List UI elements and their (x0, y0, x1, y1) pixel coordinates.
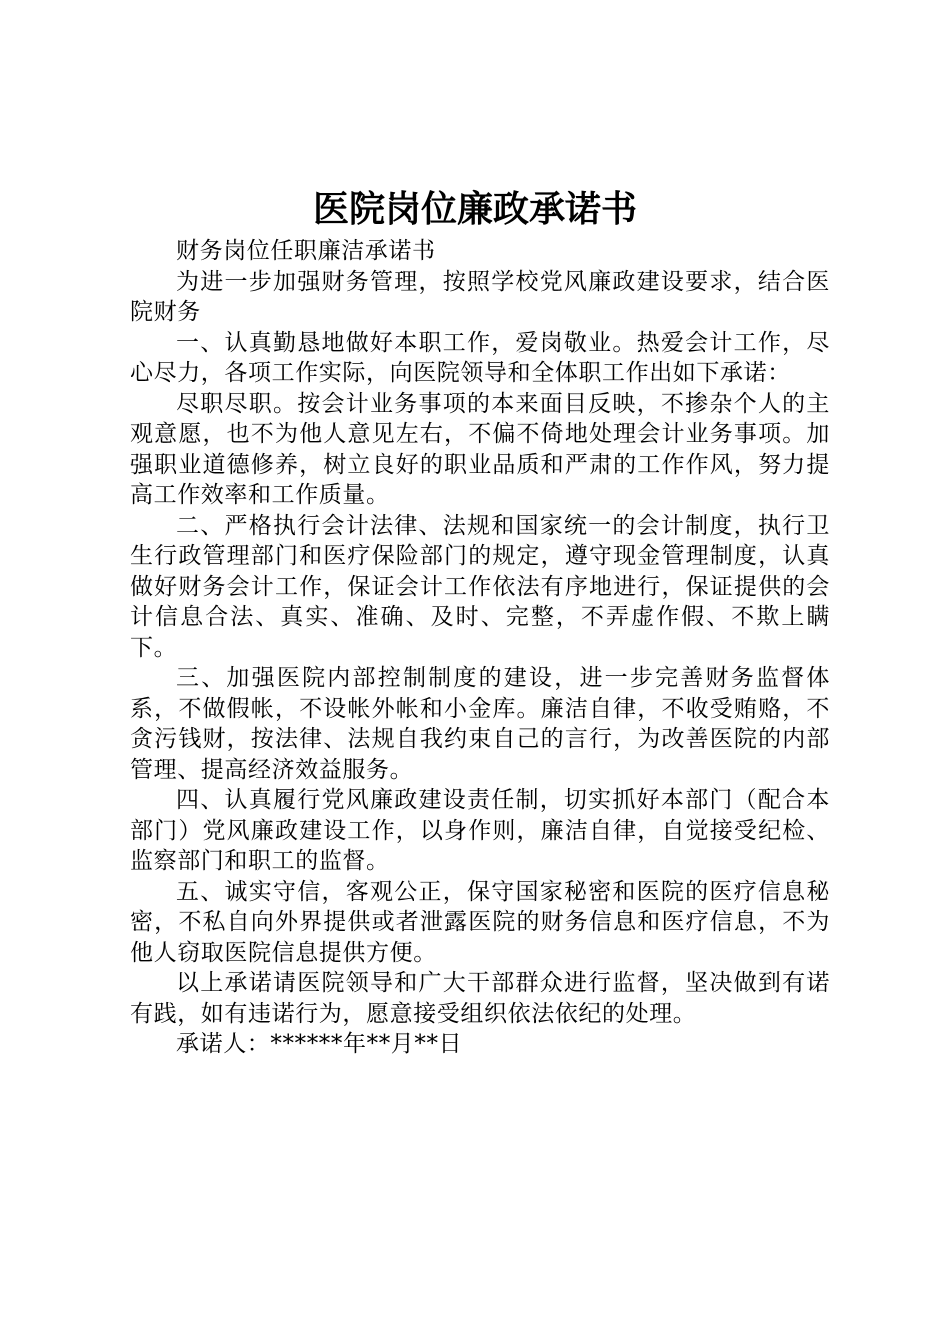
document-body (130, 236, 830, 1060)
commitment-paragraph-1: 一、认真勤恳地做好本职工作，爱岗敬业。热爱会计工作，尽心尽力，各项工作实际，向医院领导和全体职工作出如下承诺： (130, 329, 830, 386)
subtitle-paragraph: 财务岗位任职廉洁承诺书 (176, 238, 436, 264)
commitment-paragraph-3: 三、加强医院内部控制制度的建设，进一步完善财务监督体系，不做假帐，不设帐外帐和小金库。廉洁自律，不收受贿赂，不贪污钱财，按法律、法规自我约束自己的言行，为改善医院的内部管理、提高经济效益服务。 (130, 665, 830, 783)
commitment-paragraph-1-detail: 尽职尽职。按会计业务事项的本来面目反映，不掺杂个人的主观意愿，也不为他人意见左右，不偏不倚地处理会计业务事项。加强职业道德修养，树立良好的职业品质和严肃的工作作风，努力提高工作效率和工作质量。 (130, 390, 830, 508)
signature-line: 承诺人：******年**月**日 (176, 1031, 463, 1057)
intro-paragraph: 为进一步加强财务管理，按照学校党风廉政建设要求，结合医院财务 (130, 268, 830, 325)
closing-paragraph: 以上承诺请医院领导和广大干部群众进行监督，坚决做到有诺有践，如有违诺行为，愿意接受组织依法依纪的处理。 (130, 970, 830, 1027)
commitment-paragraph-2: 二、严格执行会计法律、法规和国家统一的会计制度，执行卫生行政管理部门和医疗保险部门的规定，遵守现金管理制度，认真做好财务会计工作，保证会计工作依法有序地进行，保证提供的会计信息合法、真实、准确、及时、完整，不弄虚作假、不欺上瞒下。 (130, 512, 830, 661)
commitment-paragraph-4: 四、认真履行党风廉政建设责任制，切实抓好本部门（配合本部门）党风廉政建设工作，以身作则，廉洁自律，自觉接受纪检、监察部门和职工的监督。 (130, 787, 830, 874)
document-title: 医院岗位廉政承诺书 (312, 188, 637, 230)
commitment-paragraph-5: 五、诚实守信，客观公正，保守国家秘密和医院的医疗信息秘密，不私自向外界提供或者泄露医院的财务信息和医疗信息，不为他人窃取医院信息提供方便。 (130, 878, 830, 966)
